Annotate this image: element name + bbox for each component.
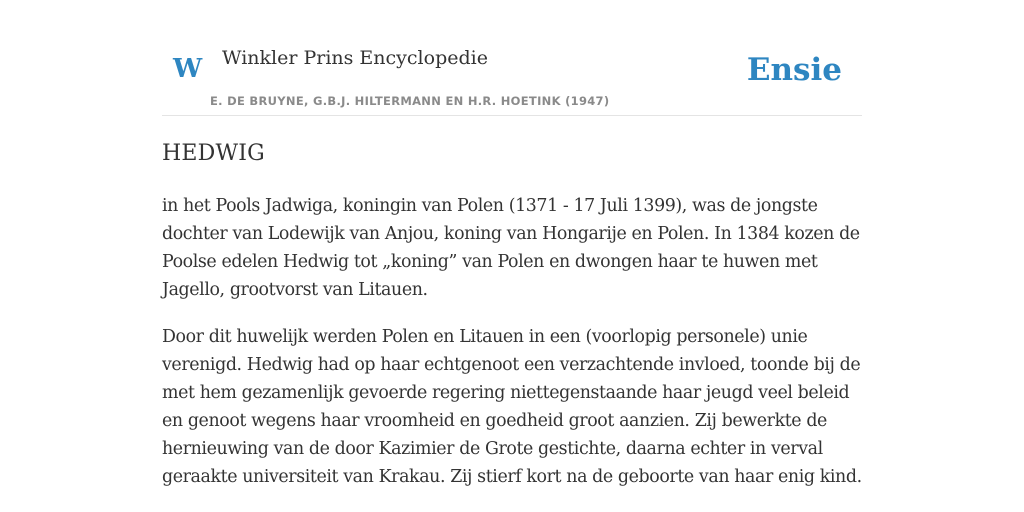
ensie-logo-link[interactable]: Ensie bbox=[746, 52, 842, 88]
article-paragraph: Door dit huwelijk werden Polen en Litauen in een (voorlopig personele) unie verenigd. Hedwig had op haar echtgenoot een verzachtende invloed, toonde bij de met hem gezamenlijk gevoerde regering niettegenstaande haar jeugd veel beleid en genoot wegens haar vroomheid en goedheid groot aanzien. Zij bewerkte de hernieuwing van de door Kazimier de Grote gestichte, daarna echter in verval geraakte universiteit van Krakau. Zij stierf kort na de geboorte van haar enig kind. bbox=[162, 327, 862, 487]
book-title-link[interactable]: Winkler Prins Encyclopedie bbox=[222, 47, 488, 69]
book-authors: E. DE BRUYNE, G.B.J. HILTERMANN EN H.R. HOETINK (1947) bbox=[210, 94, 610, 108]
article-content bbox=[162, 138, 862, 491]
article-paragraph: in het Pools Jadwiga, koningin van Polen (1371 - 17 Juli 1399), was de jongste dochter van Lodewijk van Anjou, koning van Hongarije en Polen. In 1384 kozen de Poolse edelen Hedwig tot „koning” van Polen en dwongen haar te huwen met Jagello, grootvorst van Litauen. bbox=[162, 196, 860, 300]
article-headword: HEDWIG bbox=[162, 141, 265, 166]
page-header bbox=[162, 0, 862, 116]
encyclopedia-logo-icon[interactable]: W bbox=[173, 54, 203, 84]
